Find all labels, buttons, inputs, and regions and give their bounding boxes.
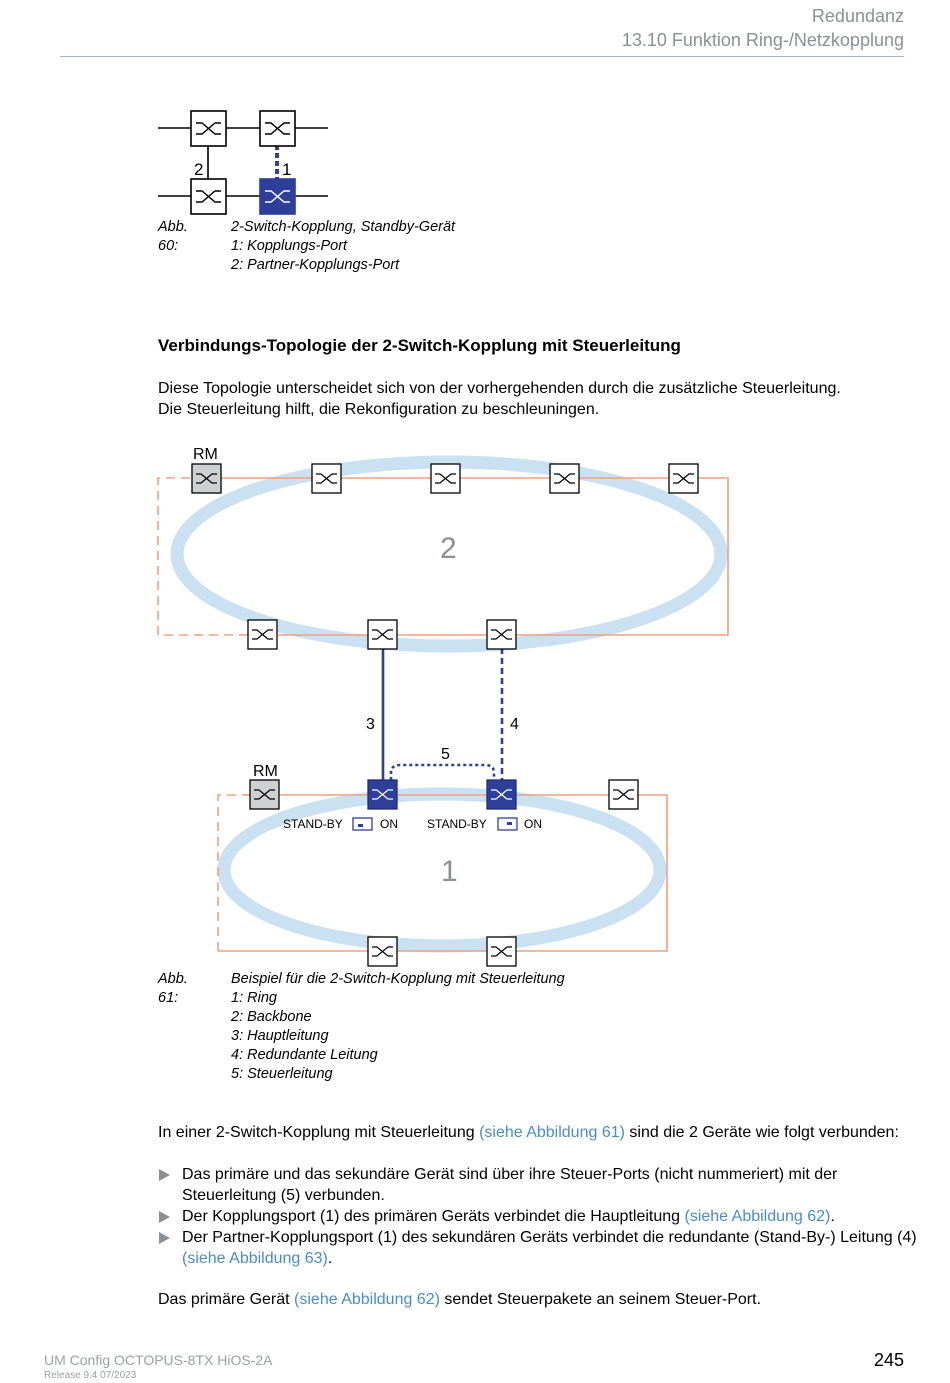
redundant-line-number: 4: [510, 716, 519, 733]
bullet-text: Das primäre und das sekundäre Gerät sind über ihre Steuer-Ports (nicht nummeriert) mit der Steuerleitung (5) verbunden.: [182, 1166, 838, 1204]
bullet-triangle-icon: [159, 1232, 170, 1244]
coupling-port-label: 1: [282, 160, 292, 179]
standby-label: STAND-BY: [283, 817, 343, 831]
bullet-tail: .: [830, 1208, 835, 1225]
closing-paragraph: [158, 1289, 918, 1310]
caption-line: 2-Switch-Kopplung, Standby-Gerät: [231, 219, 456, 235]
figure-link[interactable]: (siehe Abbildung 63): [182, 1250, 328, 1267]
switch-icon: [609, 780, 638, 809]
switch-icon: [431, 464, 460, 493]
caption-line: 3: Hauptleitung: [231, 1028, 329, 1044]
intro-line: Diese Topologie unterscheidet sich von der vorhergehenden durch die zusätzliche Steuerleitung.: [158, 380, 841, 397]
rm-label: RM: [253, 763, 278, 780]
section-heading: Verbindungs-Topologie der 2-Switch-Kopplung mit Steuerleitung: [158, 336, 681, 355]
caption-line: 1: Kopplungs-Port: [231, 238, 348, 254]
partner-port-label: 2: [194, 160, 204, 179]
caption-number: Abb. 60:: [158, 219, 188, 254]
figure-61-diagram: [150, 440, 750, 970]
chapter-title: Redundanz: [811, 6, 904, 26]
switch-icon: [368, 620, 397, 649]
switch-icon: [260, 111, 295, 146]
switch-icon: [487, 620, 516, 649]
body-text: sendet Steuerpakete an seinem Steuer-Port.: [439, 1291, 762, 1308]
figure-link[interactable]: (siehe Abbildung 62): [684, 1208, 831, 1225]
intro-line: Die Steuerleitung hilft, die Rekonfiguration zu beschleuningen.: [158, 401, 600, 418]
switch-icon: [669, 464, 698, 493]
switch-icon: [248, 620, 277, 649]
caption-number: Abb. 61:: [158, 971, 188, 1006]
control-line-number: 5: [441, 746, 450, 763]
bullet-text: Der Partner-Kopplungsport (1) des sekundären Geräts verbindet die redundante (Stand-By-) Leitung (4): [182, 1229, 917, 1246]
manual-title: UM Config OCTOPUS-8TX HiOS-2A: [44, 1352, 273, 1368]
switch-icon: [487, 937, 516, 966]
switch-icon: [368, 937, 397, 966]
intro-paragraph: [158, 378, 918, 420]
body-text: Das primäre Gerät: [158, 1291, 295, 1308]
body-text: sind die 2 Geräte wie folgt verbunden:: [624, 1124, 899, 1141]
switch-icon: [191, 111, 226, 146]
switch-icon: [550, 464, 579, 493]
figure-link[interactable]: (siehe Abbildung 61): [479, 1124, 625, 1141]
standby-switch-icon: [260, 179, 295, 214]
ring-number: 1: [441, 855, 458, 888]
release-info: Release 9.4 07/2023: [44, 1370, 137, 1381]
body-text: In einer 2-Switch-Kopplung mit Steuerleitung: [158, 1124, 480, 1141]
caption-line: 1: Ring: [231, 990, 277, 1006]
bullet-list: [158, 1164, 918, 1269]
body-paragraph: [158, 1122, 918, 1143]
on-label: ON: [380, 817, 398, 831]
coupling-switch-icon: [487, 780, 516, 809]
bullet-triangle-icon: [159, 1169, 170, 1181]
list-item: [158, 1227, 918, 1269]
bullet-tail: .: [327, 1250, 333, 1267]
figure-60-diagram: [150, 105, 340, 220]
rm-switch-icon: [192, 464, 221, 493]
running-header: [622, 4, 904, 52]
bullet-triangle-icon: [159, 1211, 170, 1223]
caption-line: 5: Steuerleitung: [231, 1066, 333, 1082]
coupling-switch-icon: [368, 780, 397, 809]
page-number: 245: [873, 1350, 904, 1370]
standby-label: STAND-BY: [427, 817, 487, 831]
switch-icon: [312, 464, 341, 493]
caption-line: Beispiel für die 2-Switch-Kopplung mit Steuerleitung: [231, 971, 565, 987]
header-rule: [60, 56, 904, 57]
figure-link[interactable]: (siehe Abbildung 62): [294, 1291, 440, 1308]
caption-line: 4: Redundante Leitung: [231, 1047, 378, 1063]
on-label: ON: [524, 817, 542, 831]
backbone-number: 2: [440, 532, 457, 565]
bullet-text: Der Kopplungsport (1) des primären Geräts verbindet die Hauptleitung: [182, 1208, 685, 1225]
caption-line: 2: Partner-Kopplungs-Port: [231, 257, 400, 273]
rm-label: RM: [193, 446, 218, 463]
main-line-number: 3: [366, 716, 375, 733]
section-title: 13.10 Funktion Ring-/Netzkopplung: [621, 30, 904, 50]
switch-icon: [191, 179, 226, 214]
list-item: [158, 1206, 918, 1227]
caption-line: 2: Backbone: [231, 1009, 312, 1025]
footer-info: [44, 1352, 272, 1382]
rm-switch-icon: [250, 780, 279, 809]
list-item: [158, 1164, 918, 1206]
